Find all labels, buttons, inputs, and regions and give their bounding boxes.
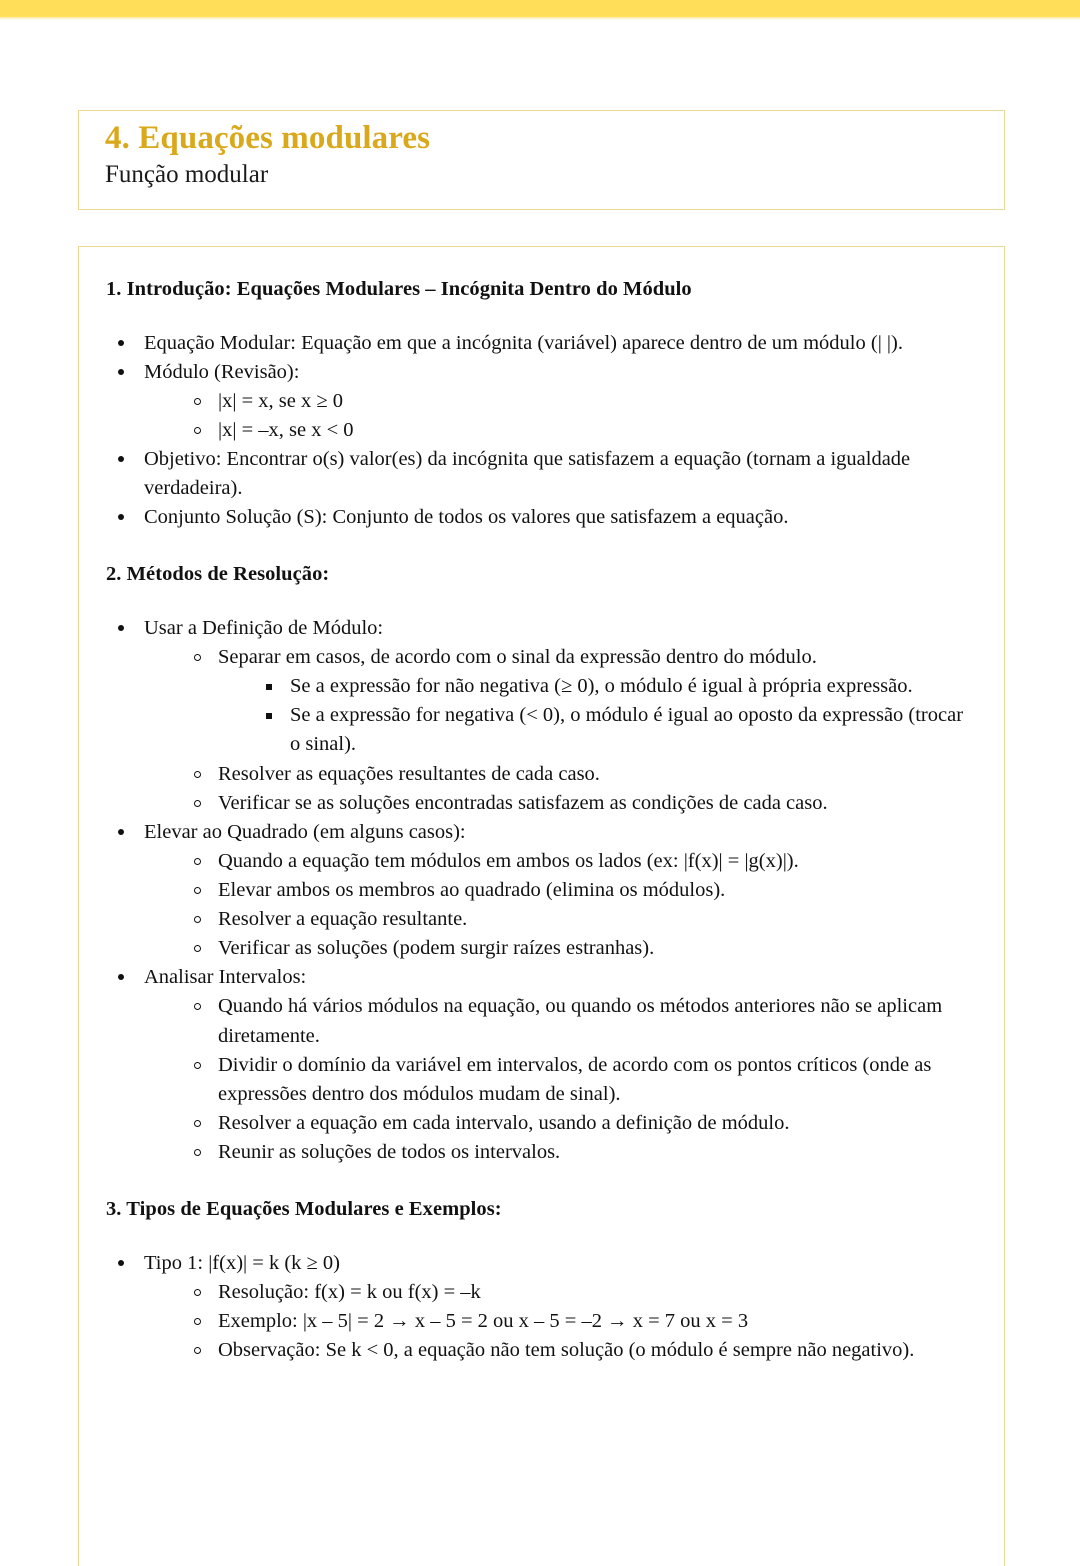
list-item-text: Verificar as soluções (podem surgir raízes estranhas).: [218, 937, 655, 960]
dot-bullet-icon: [118, 340, 124, 346]
bullet-list-level-1: [106, 614, 974, 1167]
section-heading: 1. Introdução: Equações Modulares – Incógnita Dentro do Módulo: [106, 278, 692, 300]
bullet-list-level-1: [106, 329, 974, 533]
list-item: [182, 643, 974, 759]
list-item: [182, 387, 974, 416]
page-subtitle: Função modular: [105, 161, 269, 188]
list-item-text: Quando há vários módulos na equação, ou quando os métodos anteriores não se aplicam diretamente.: [218, 995, 943, 1047]
list-item-text: Módulo (Revisão):: [144, 360, 300, 383]
dot-bullet-icon: [118, 1260, 124, 1266]
list-item-text: Dividir o domínio da variável em intervalos, de acordo com os pontos críticos (onde as expressões dentro dos módulos mudam de sinal).: [218, 1053, 932, 1105]
circle-bullet-icon: [194, 1289, 201, 1296]
bullet-list-level-2: [182, 992, 974, 1167]
list-item-text: Verificar se as soluções encontradas satisfazem as condições de cada caso.: [218, 791, 828, 814]
circle-bullet-icon: [194, 858, 201, 865]
list-item: [106, 614, 974, 818]
top-accent-band-fade: [0, 17, 1080, 20]
circle-bullet-icon: [194, 654, 201, 661]
circle-bullet-icon: [194, 1318, 201, 1325]
heading-spacer: [106, 588, 974, 614]
list-item: [254, 701, 974, 759]
list-item: [254, 672, 974, 701]
bullet-list-level-1: [106, 1249, 974, 1365]
list-item-text: Analisar Intervalos:: [144, 966, 307, 989]
dot-bullet-icon: [118, 829, 124, 835]
list-item-text: |x| = –x, se x < 0: [218, 418, 354, 441]
circle-bullet-icon: [194, 916, 201, 923]
circle-bullet-icon: [194, 1149, 201, 1156]
list-item-text: Elevar ao Quadrado (em alguns casos):: [144, 820, 466, 843]
dot-bullet-icon: [118, 625, 124, 631]
list-item: [182, 760, 974, 789]
list-item: [182, 934, 974, 963]
circle-bullet-icon: [194, 1003, 201, 1010]
list-item-text: Quando a equação tem módulos em ambos os lados (ex: |f(x)| = |g(x)|).: [218, 849, 799, 872]
top-accent-band: [0, 0, 1080, 17]
header-box: [78, 110, 1005, 210]
bullet-list-level-2: [182, 1278, 974, 1365]
dot-bullet-icon: [118, 974, 124, 980]
list-item: [106, 818, 974, 964]
dot-bullet-icon: [118, 456, 124, 462]
list-item: [182, 1278, 974, 1307]
list-item: [182, 416, 974, 445]
list-item: [182, 1336, 974, 1365]
list-item: [182, 1109, 974, 1138]
circle-bullet-icon: [194, 398, 201, 405]
heading-spacer: [106, 1223, 974, 1249]
section-spacer: [106, 1167, 974, 1197]
list-item: [182, 847, 974, 876]
list-item: [182, 1138, 974, 1167]
circle-bullet-icon: [194, 1062, 201, 1069]
page-title: 4. Equações modulares: [105, 120, 431, 156]
list-item: [182, 992, 974, 1050]
bullet-list-level-3: [254, 672, 974, 759]
list-item-text: Separar em casos, de acordo com o sinal da expressão dentro do módulo.: [218, 646, 817, 669]
list-item: [182, 789, 974, 818]
list-item-text: Resolver a equação resultante.: [218, 908, 468, 931]
square-bullet-icon: [266, 684, 272, 690]
list-item: [106, 1249, 974, 1365]
dot-bullet-icon: [118, 514, 124, 520]
circle-bullet-icon: [194, 771, 201, 778]
list-item-text: Equação Modular: Equação em que a incógnita (variável) aparece dentro de um módulo (| |).: [144, 331, 903, 354]
circle-bullet-icon: [194, 1120, 201, 1127]
list-item-text: Resolver a equação em cada intervalo, usando a definição de módulo.: [218, 1111, 790, 1134]
list-item-text: Conjunto Solução (S): Conjunto de todos os valores que satisfazem a equação.: [144, 506, 789, 529]
list-item: [106, 445, 974, 503]
list-item-text: Resolução: f(x) = k ou f(x) = –k: [218, 1280, 481, 1303]
section-heading: 2. Métodos de Resolução:: [106, 563, 330, 586]
circle-bullet-icon: [194, 1347, 201, 1354]
list-item-text: Resolver as equações resultantes de cada caso.: [218, 762, 600, 785]
list-item: [106, 503, 974, 532]
list-item-text: Tipo 1: |f(x)| = k (k ≥ 0): [144, 1251, 340, 1274]
square-bullet-icon: [266, 713, 272, 719]
list-item-text: Objetivo: Encontrar o(s) valor(es) da incógnita que satisfazem a equação (tornam a igualdade verdadeira).: [144, 448, 911, 500]
list-item: [106, 358, 974, 445]
list-item-text: |x| = x, se x ≥ 0: [218, 389, 343, 412]
content-box: [78, 246, 1005, 1566]
circle-bullet-icon: [194, 800, 201, 807]
list-item-text: Observação: Se k < 0, a equação não tem solução (o módulo é sempre não negativo).: [218, 1339, 915, 1362]
section-spacer: [106, 532, 974, 562]
list-item: [182, 905, 974, 934]
bullet-list-level-2: [182, 643, 974, 818]
list-item: [106, 329, 974, 358]
list-item-text: Se a expressão for negativa (< 0), o módulo é igual ao oposto da expressão (trocar o sinal).: [290, 704, 964, 756]
list-item: [182, 876, 974, 905]
dot-bullet-icon: [118, 369, 124, 375]
section-heading: 3. Tipos de Equações Modulares e Exemplos:: [106, 1198, 502, 1221]
circle-bullet-icon: [194, 945, 201, 952]
bullet-list-level-2: [182, 387, 974, 445]
list-item-text: Reunir as soluções de todos os intervalos.: [218, 1140, 561, 1163]
list-item-text: Exemplo: |x – 5| = 2 → x – 5 = 2 ou x – 5 = –2 → x = 7 ou x = 3: [218, 1309, 749, 1332]
list-item-text: Usar a Definição de Módulo:: [144, 617, 384, 640]
list-item-text: Se a expressão for não negativa (≥ 0), o módulo é igual à própria expressão.: [290, 675, 913, 698]
heading-spacer: [106, 303, 974, 329]
circle-bullet-icon: [194, 427, 201, 434]
bullet-list-level-2: [182, 847, 974, 963]
content-body: [106, 277, 974, 1365]
list-item: [182, 1307, 974, 1336]
circle-bullet-icon: [194, 887, 201, 894]
list-item-text: Elevar ambos os membros ao quadrado (elimina os módulos).: [218, 879, 726, 901]
list-item: [106, 963, 974, 1167]
list-item: [182, 1051, 974, 1109]
